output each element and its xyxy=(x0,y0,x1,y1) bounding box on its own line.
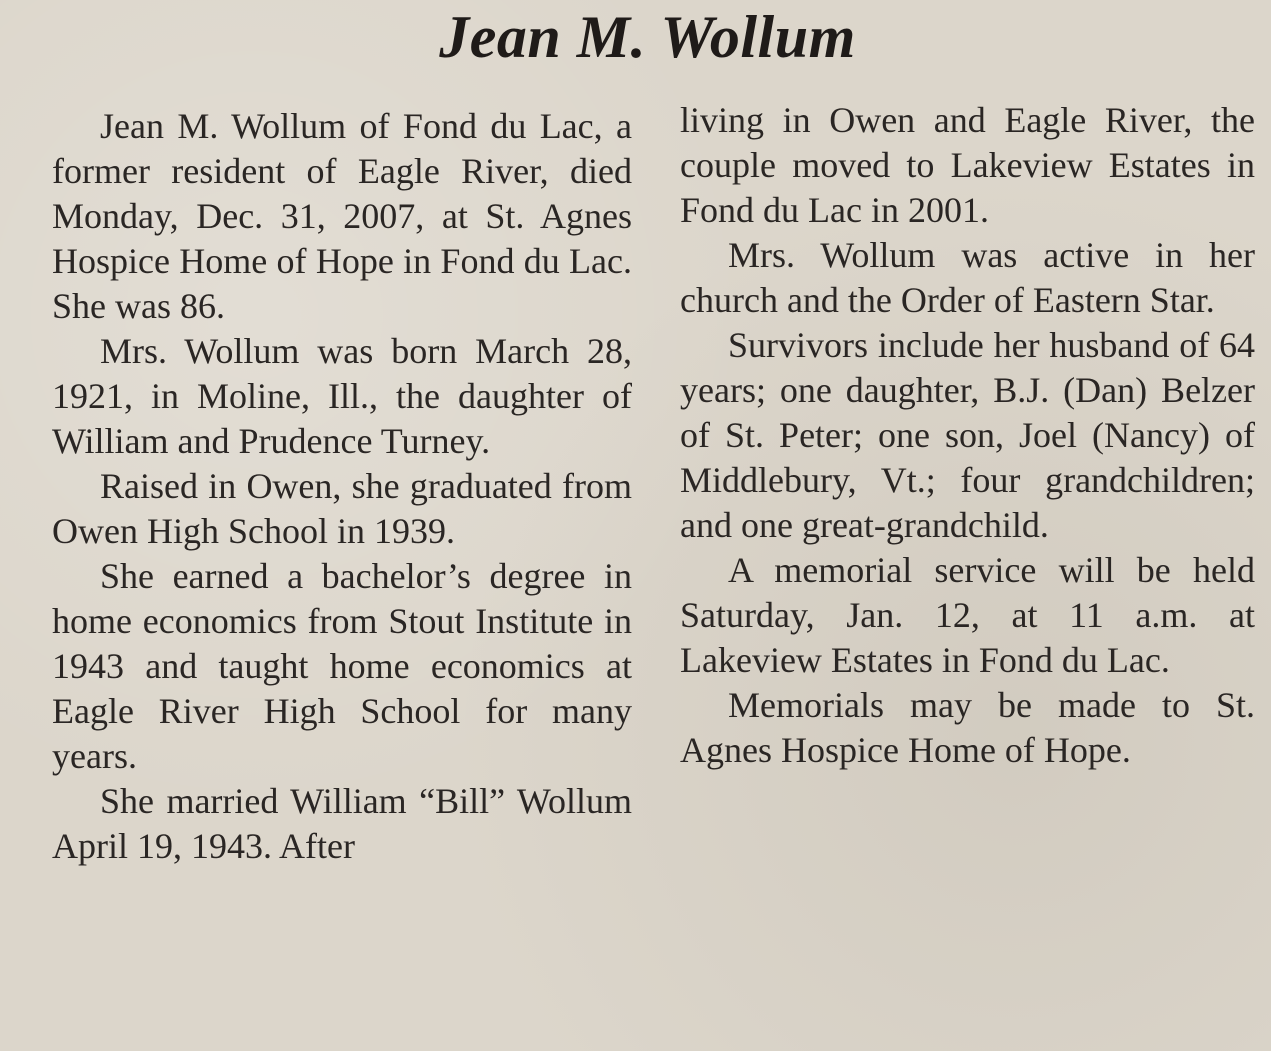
paragraph-death-notice: Jean M. Wollum of Fond du Lac, a former resident of Eagle River, died Monday, Dec. 31, 2007, at St. Agnes Hospice Home of Hope in Fond du Lac. She was 86. xyxy=(52,106,632,326)
left-column xyxy=(52,104,632,869)
paragraph-memorials: Memorials may be made to St. Agnes Hospice Home of Hope. xyxy=(680,685,1255,770)
paragraph-activities: Mrs. Wollum was active in her church and the Order of Eastern Star. xyxy=(680,235,1255,320)
paragraph-marriage-continued: living in Owen and Eagle River, the couple moved to Lakeview Estates in Fond du Lac in 2001. xyxy=(680,100,1255,230)
paragraph-marriage-start: She married William “Bill” Wollum April 19, 1943. After xyxy=(52,781,632,866)
right-column xyxy=(680,98,1255,773)
paragraph-education: Raised in Owen, she graduated from Owen High School in 1939. xyxy=(52,466,632,551)
paragraph-memorial-service: A memorial service will be held Saturday, Jan. 12, at 11 a.m. at Lakeview Estates in Fond du Lac. xyxy=(680,550,1255,680)
paragraph-birth: Mrs. Wollum was born March 28, 1921, in Moline, Ill., the daughter of William and Prudence Turney. xyxy=(52,331,632,461)
paragraph-survivors: Survivors include her husband of 64 years; one daughter, B.J. (Dan) Belzer of St. Peter; one son, Joel (Nancy) of Middlebury, Vt.; four grandchildren; and one great-grandchild. xyxy=(680,325,1255,545)
paragraph-career: She earned a bachelor’s degree in home economics from Stout Institute in 1943 and taught home economics at Eagle River High School for many years. xyxy=(52,556,632,776)
obituary-title: Jean M. Wollum xyxy=(439,4,856,70)
